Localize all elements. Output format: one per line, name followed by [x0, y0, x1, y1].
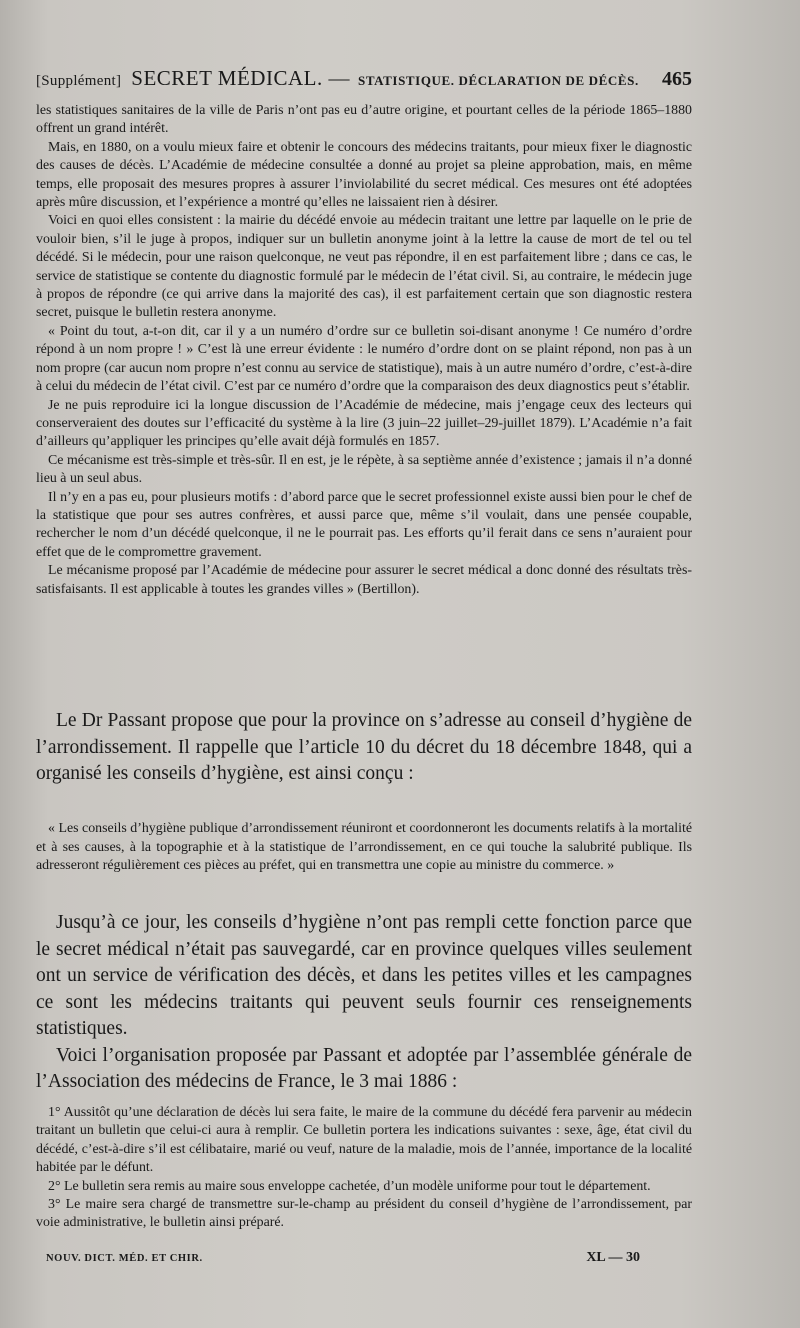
paragraph: Voici en quoi elles consistent : la mairie du décédé envoie au médecin traitant une lettre par laquelle on le prie de vouloir bien, s’il le juge à propos, indiquer sur un bulletin anonyme joint à la lettre la cause de mort de tel ou tel décédé. Si le médecin, pour une raison quelconque, ne veut pas répondre, il en est parfaitement libre ; dans ce cas, le service de statistique se contente du diagnostic formulé par le médecin de l’état civil. Si, au contraire, le médecin juge à propos de répondre (ce qui arrive dans la majorité des cas), il est parfaitement certain que son diagnostic restera secret, puisque le bulletin restera anonyme. [36, 213, 692, 321]
paragraph: « Point du tout, a-t-on dit, car il y a un numéro d’ordre sur ce bulletin soi-disant anonyme ! Ce numéro d’ordre répond à un nom propre ! » C’est là une erreur évidente : le numéro d’ordre dont on se plaint répond, non pas à un nom propre (car aucun nom propre n’est connu au service de statistique), mais à un autre numéro d’ordre, c’est-à-dire à celui du médecin de l’état civil. C’est par ce numéro d’ordre que la comparaison des deux diagnostics peut s’établir. [36, 323, 692, 395]
paragraph: « Les conseils d’hygiène publique d’arrondissement réuniront et coordonneront les documents relatifs à la mortalité et à ses causes, à la topographie et à la statistique de l’arrondissement, en ce qui touche la salubrité publique. Ils adresseront régulièrement ces pièces au préfet, qui en transmettra une copie au ministre du commerce. » [36, 821, 692, 873]
paragraph: Le mécanisme proposé par l’Académie de médecine pour assurer le secret médical a donc donné des résultats très-satisfaisants. Il est applicable à toutes les grandes villes » (Bertillon). [36, 563, 692, 597]
large-text-block-1 [36, 708, 692, 788]
paragraph: Je ne puis reproduire ici la longue discussion de l’Académie de médecine, mais j’engage ceux des lecteurs qui conserveraient des doutes sur l’efficacité du système à la lire (3 juin–22 juillet–29-juillet 1879). L’Académie n’a fait d’ailleurs qu’appliquer les principes qu’elle avait déjà formulés en 1857. [36, 397, 692, 450]
paragraph: Ce mécanisme est très-simple et très-sûr. Il en est, je le répète, à sa septième année d’existence ; jamais il n’a donné lieu à un seul abus. [36, 452, 692, 487]
paragraph: Il n’y en a pas eu, pour plusieurs motifs : d’abord parce que le secret professionnel existe aussi bien pour le chef de la statistique que pour ses autres confrères, et aussi parce que, même s’il voulait, dans une pensée coupable, rechercher le nom d’un décédé quelconque, il ne le pourrait pas. Les efforts qu’il ferait dans ce sens n’auraient pour effet que de le compromettre gravement. [36, 489, 692, 560]
numbered-list [36, 1104, 692, 1233]
paragraph: Le Dr Passant propose que pour la province on s’adresse au conseil d’hygiène de l’arrondissement. Il rappelle que l’article 10 du décret du 18 décembre 1848, qui a organisé les conseils d’hygiène, est ainsi conçu : [36, 710, 692, 784]
footer-title: NOUV. DICT. MÉD. ET CHIR. [46, 1253, 203, 1264]
decree-quote [36, 820, 692, 876]
list-item: 1° Aussitôt qu’une déclaration de décès lui sera faite, le maire de la commune du décédé fera parvenir au médecin traitant un bulletin que celui-ci aura à remplir. Ce bulletin portera les indications suivantes : sexe, âge, état civil du décédé, c’est-à-dire s’il est célibataire, marié ou veuf, nature de la maladie, mois de l’année, importance de la localité habitée par le défunt. [36, 1105, 692, 1176]
paragraph: les statistiques sanitaires de la ville de Paris n’ont pas eu d’autre origine, et pourtant celles de la période 1865–1880 offrent un grand intérêt. [36, 103, 692, 137]
small-text-block [36, 102, 692, 599]
list-item: 3° Le maire sera chargé de transmettre sur-le-champ au président du conseil d’hygiène de l’arrondissement, par voie administrative, le bulletin ainsi préparé. [36, 1197, 692, 1231]
running-header [36, 66, 692, 92]
list-item: 2° Le bulletin sera remis au maire sous enveloppe cachetée, d’un modèle uniforme pour tout le département. [48, 1178, 651, 1194]
header-subtitle: STATISTIQUE. DÉCLARATION DE DÉCÈS. [357, 73, 639, 88]
footer-signature: XL — 30 [586, 1250, 640, 1265]
paragraph: Mais, en 1880, on a voulu mieux faire et obtenir le concours des médecins traitants, pour mieux fixer le diagnostic des causes de décès. L’Académie de médecine consultée a donné au projet sa pleine approbation, mais, en même temps, elle proposait des mesures propres à assurer l’inviolabilité du secret médical. Ces mesures ont été adoptées après mûre discussion, et l’expérience a montré qu’elles ne laissaient rien à désirer. [36, 139, 692, 211]
header-title: SECRET MÉDICAL. — [131, 66, 350, 90]
header-section: [Supplément] [36, 73, 122, 89]
page-number: 465 [662, 68, 692, 90]
paragraph: Voici l’organisation proposée par Passant et adoptée par l’assemblée générale de l’Association des médecins de France, le 3 mai 1886 : [36, 1044, 692, 1092]
paragraph: Jusqu’à ce jour, les conseils d’hygiène n’ont pas rempli cette fonction parce que le secret médical n’était pas sauvegardé, car en province quelques villes seulement ont un service de vérification des décès, et dans les petites villes et les campagnes ce sont les médecins traitants qui peuvent seuls fournir ces renseignements statistiques. [36, 912, 692, 1039]
large-text-block-2 [36, 910, 692, 1096]
page-footer [36, 1250, 692, 1272]
